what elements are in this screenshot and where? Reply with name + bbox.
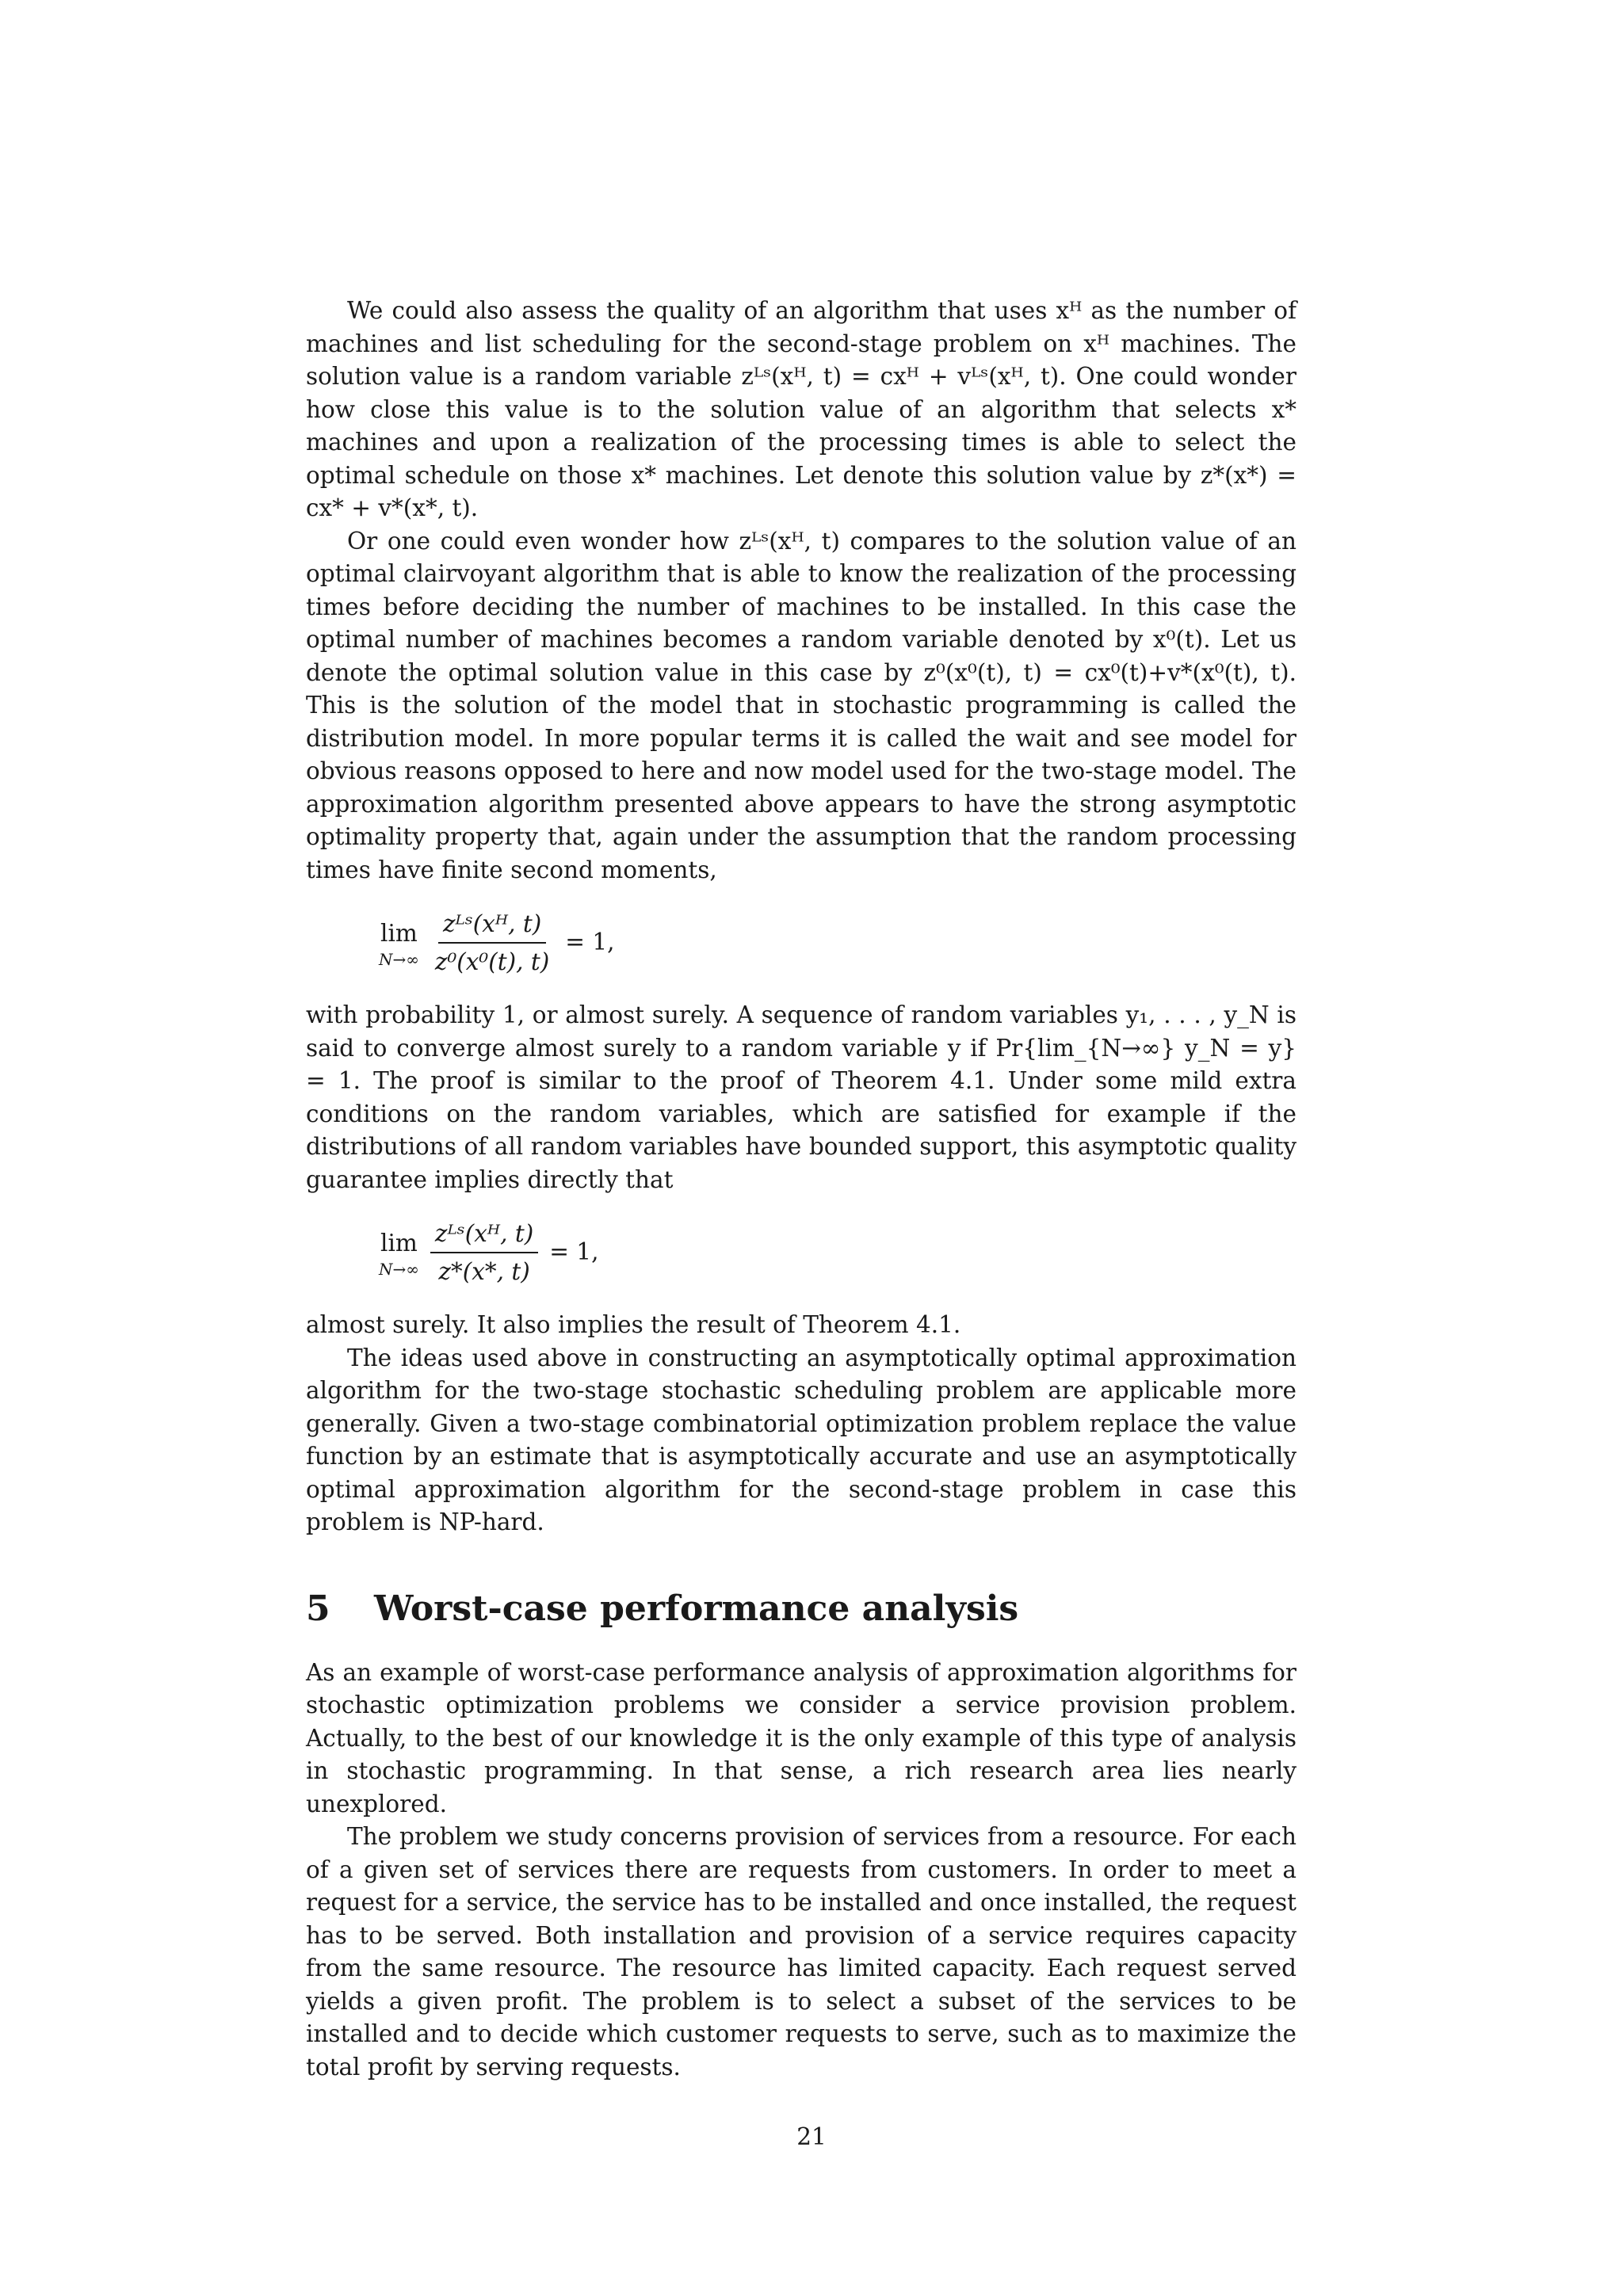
page-body: [306, 295, 1296, 2084]
equation-1-denominator: z⁰(x⁰(t), t): [434, 948, 550, 975]
equation-2-lim-subscript: N→∞: [379, 1259, 419, 1279]
equation-2-rhs: = 1,: [549, 1238, 599, 1266]
paragraph-5: The ideas used above in constructing an asymptotically optimal approximation algorithm for the two-stage stochastic scheduling problem are applicable more generally. Given a two-stage combinatorial optimization problem replace the value function by an estimate that is asymptotically accurate and use an asymptotically optimal approximation algorithm for the second-stage problem in case this problem is NP-hard.: [306, 1344, 1296, 1535]
equation-1: [379, 909, 1296, 977]
equation-2-lim-text: lim: [380, 1230, 418, 1257]
page-number: 21: [796, 2123, 827, 2150]
equation-1-fraction: [430, 909, 554, 977]
paragraph-2: Or one could even wonder how zᴸˢ(xᴴ, t) compares to the solution value of an optimal clairvoyant algorithm that is able to know the realization of the processing times before deciding the number of machines to be installed. In this case the optimal number of machines becomes a random variable denoted by x⁰(t). Let us denote the optimal solution value in this case by z⁰(x⁰(t), t) = cx⁰(t)+v*(x⁰(t), t). This is the solution of the model that in stochastic programming is called the distribution model. In more popular terms it is called the wait and see model for obvious reasons opposed to here and now model used for the two-stage model. The approximation algorithm presented above appears to have the strong asymptotic optimality property that, again under the assumption that the random processing times have finite second moments,: [306, 527, 1296, 883]
equation-2: [379, 1219, 1296, 1287]
equation-1-rhs: = 1,: [565, 929, 615, 956]
section-title-text: Worst-case performance analysis: [374, 1588, 1019, 1629]
equation-1-lim-subscript: N→∞: [379, 949, 419, 969]
paragraph-4: almost surely. It also implies the result of Theorem 4.1.: [306, 1311, 961, 1338]
equation-1-numerator: zᴸˢ(xᴴ, t): [438, 909, 546, 944]
equation-1-lim-text: lim: [380, 920, 418, 948]
equation-2-fraction: [430, 1219, 538, 1287]
paragraph-1: We could also assess the quality of an algorithm that uses xᴴ as the number of machines and list scheduling for the second-stage problem on xᴴ machines. The solution value is a random variable zᴸˢ(xᴴ, t) = cxᴴ + vᴸˢ(xᴴ, t). One could wonder how close this value is to the solution value of an algorithm that selects x* machines and upon a realization of the processing times is able to select the optimal schedule on those x* machines. Let denote this solution value by z*(x*) = cx* + v*(x*, t).: [306, 297, 1296, 521]
equation-2-limit: [379, 1227, 419, 1278]
equation-2-numerator: zᴸˢ(xᴴ, t): [430, 1219, 538, 1253]
section-number: 5: [306, 1588, 330, 1629]
paragraph-7: The problem we study concerns provision of services from a resource. For each of a given set of services there are requests from customers. In order to meet a request for a service, the service has to be installed and once installed, the request has to be served. Both installation and provision of a service requires capacity from the same resource. The resource has limited capacity. Each request served yields a given profit. The problem is to select a subset of the services to be installed and to decide which customer requests to serve, such as to maximize the total profit by serving requests.: [306, 1823, 1296, 2081]
equation-1-limit: [379, 917, 419, 968]
paragraph-6: As an example of worst-case performance analysis of approximation algorithms for stochastic optimization problems we consider a service provision problem. Actually, to the best of our knowledge it is the only example of this type of analysis in stochastic programming. In that sense, a rich research area lies nearly unexplored.: [306, 1658, 1296, 1817]
equation-2-denominator: z*(x*, t): [438, 1258, 530, 1285]
paragraph-3: with probability 1, or almost surely. A sequence of random variables y₁, . . . , y_N is said to converge almost surely to a random variable y if Pr{lim_{N→∞} y_N = y} = 1. The proof is similar to the proof of Theorem 4.1. Under some mild extra conditions on the random variables, which are satisfied for example if the distributions of all random variables have bounded support, this asymptotic quality guarantee implies directly that: [306, 1001, 1296, 1193]
section-heading: [306, 1587, 1296, 1631]
